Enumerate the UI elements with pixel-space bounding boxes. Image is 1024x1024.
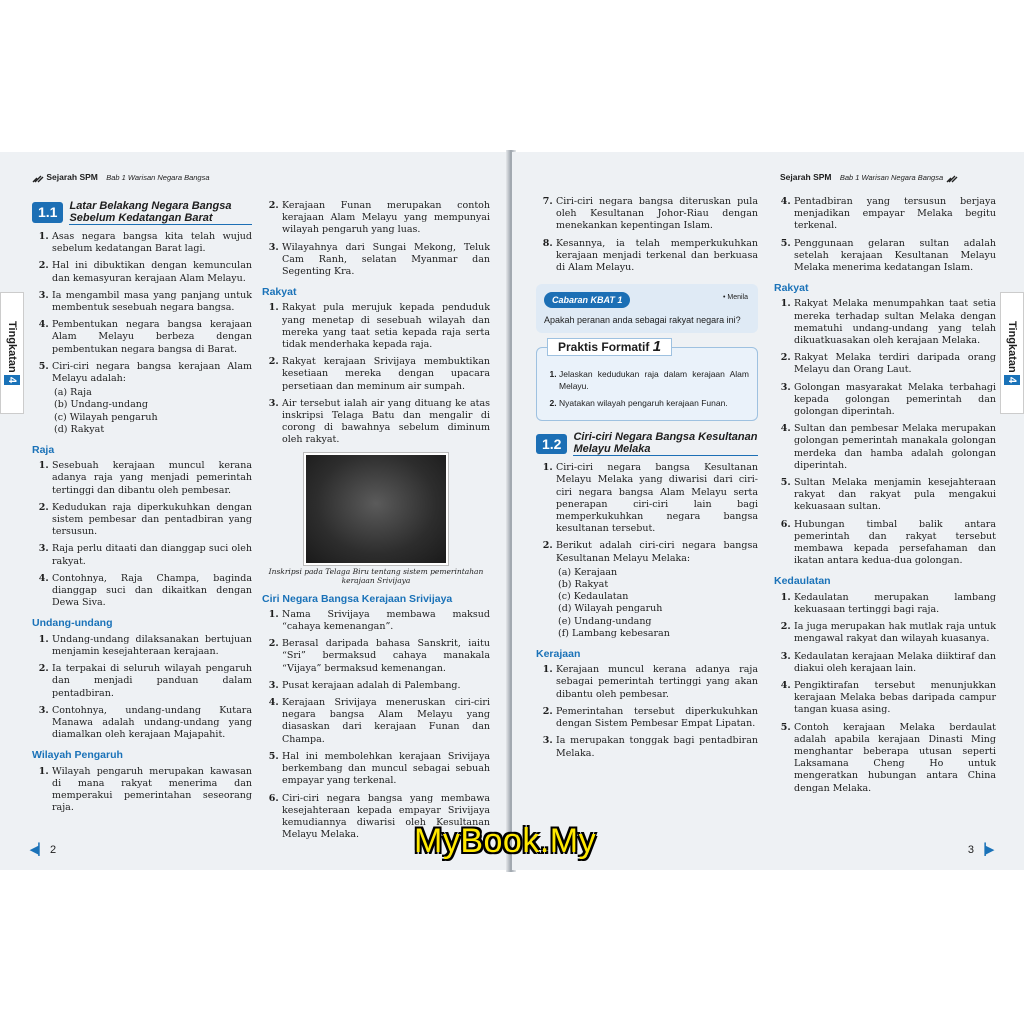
list-item: 6. Hubungan timbal balik antara pemerintah dan rakyat tersebut membawa kepada persefahaman dan ikatan antara kedua-dua golongan. <box>794 519 996 568</box>
section-number: 1.2 <box>536 434 567 454</box>
list-item: 2. Rakyat Melaka terdiri daripada orang Melayu dan Orang Laut. <box>794 352 996 376</box>
subheading-undang-undang: Undang-undang <box>32 617 113 630</box>
arrow-left-icon: ◀▏ <box>30 844 47 856</box>
left-page <box>0 152 510 870</box>
list-item: 1. Nama Srivijaya membawa maksud “cahaya kemenangan”. <box>282 609 490 633</box>
list-item: 3. Ia mengambil masa yang panjang untuk membentuk sesebuah negara bangsa. <box>52 290 252 314</box>
list-item: 1. Asas negara bangsa kita telah wujud sebelum kedatangan Barat lagi. <box>52 231 252 255</box>
list-item: 3. Air tersebut ialah air yang dituang ke atas inskripsi Telaga Batu dan mengalir di corong di bawahnya sebelum diminum oleh rakyat. <box>282 398 490 447</box>
list-item: 2. Ia terpakai di seluruh wilayah pengaruh dan menjadi panduan dalam pentadbiran. <box>52 663 252 700</box>
page-number-right <box>968 843 994 856</box>
section-title-1-2 <box>536 431 758 456</box>
sublist-item: (a) Raja <box>54 387 92 399</box>
sublist-item: (a) Kerajaan <box>558 566 618 578</box>
sublist-item: (f) Lambang kebesaran <box>558 627 670 639</box>
list-item: 1. Kedaulatan merupakan lambang kekuasaan tertinggi bagi raja. <box>794 592 996 616</box>
header-chapter: Bab 1 Warisan Negara Bangsa <box>839 173 944 182</box>
right-header <box>780 172 958 183</box>
list-item: 3. Contohnya, undang-undang Kutara Manawa adalah undang-undang yang diamalkan oleh kerajaan Majapahit. <box>52 705 252 742</box>
s2-sublist <box>556 567 758 640</box>
inscription-photo <box>304 453 448 565</box>
list-item: 3. Golongan masyarakat Melaka terbahagi kepada golongan pemerintah dan golongan diperintah. <box>794 382 996 419</box>
subheading-kerajaan: Kerajaan <box>536 648 581 661</box>
list-item: 2. Berasal daripada bahasa Sanskrit, iaitu “Sri” bermaksud cahaya manakala “Vijaya” bermaksud kemenangan. <box>282 638 490 675</box>
subheading-raja: Raja <box>32 444 55 457</box>
section-heading: Latar Belakang Negara Bangsa Sebelum Kedatangan Barat <box>69 200 252 225</box>
list-item: 2. Kerajaan Funan merupakan contoh kerajaan Alam Melayu yang mempunyai wilayah pengaruh yang luas. <box>282 200 490 237</box>
ciri-sublist <box>52 387 252 436</box>
praktis-list <box>545 368 749 410</box>
list-item: 4. Pembentukan negara bangsa kerajaan Alam Melayu berbeza dengan pembentukan negara bangsa di Barat. <box>52 319 252 356</box>
list-item: 3. Kedaulatan kerajaan Melaka diiktiraf dan diakui oleh kerajaan lain. <box>794 651 996 675</box>
praktis-number: 1 <box>652 337 662 355</box>
sublist-item: (d) Rakyat <box>54 423 105 435</box>
wilayah-list <box>32 766 252 815</box>
page-number-left <box>30 843 56 856</box>
list-item: 4. Contohnya, Raja Champa, baginda dianggap suci dan dikaitkan dengan Dewa Siva. <box>52 573 252 610</box>
subheading-srivijaya: Ciri Negara Bangsa Kerajaan Srivijaya <box>262 592 453 605</box>
header-brand: Sejarah SPM <box>780 172 832 182</box>
sublist-item: (e) Undang-undang <box>558 615 652 627</box>
header-brand: Sejarah SPM <box>46 172 98 182</box>
list-item: 6. Ciri-ciri negara bangsa yang membawa kesejahteraan kepada empayar Srivijaya kemudiannya diwarisi oleh Kesultanan Melayu Melaka. <box>282 793 490 842</box>
kedaulatan-list <box>774 592 996 795</box>
list-item: 2. Hal ini dibuktikan dengan kemunculan dan kemasyuran kerajaan Alam Melayu. <box>52 260 252 284</box>
sublist-item: (b) Rakyat <box>558 579 609 591</box>
s2-list <box>536 462 758 640</box>
list-item: 2. Rakyat kerajaan Srivijaya membuktikan kesetiaan mereka dengan upacara persetiaan dan meminum air sumpah. <box>282 356 490 393</box>
subheading-rakyat: Rakyat <box>262 286 297 299</box>
kerajaan-list <box>536 664 758 759</box>
side-tab-right <box>1000 292 1024 414</box>
rakyat-list <box>262 302 490 446</box>
list-item: 7. Ciri-ciri negara bangsa diteruskan pula oleh Kesultanan Johor-Riau dengan menekankan kepentingan Islam. <box>556 196 758 233</box>
book-logo-icon <box>946 173 958 183</box>
list-item: 1. Undang-undang dilaksanakan bertujuan menjamin kesejahteraan kerajaan. <box>52 634 252 658</box>
praktis-title <box>547 338 672 356</box>
list-item: 3. Raja perlu ditaati dan dianggap suci oleh rakyat. <box>52 543 252 567</box>
raja-list <box>32 460 252 609</box>
kbat-box <box>536 284 758 332</box>
section-number: 1.1 <box>32 202 63 222</box>
list-item: 1. Jelaskan kedudukan raja dalam kerajaan Alam Melayu. <box>559 368 749 392</box>
list-item: 1. Wilayah pengaruh merupakan kawasan di mana rakyat menerima dan memperakui pemerintahan seseorang raja. <box>52 766 252 815</box>
list-item-text: Berikut adalah ciri-ciri negara bangsa Kesultanan Melayu Melaka: <box>556 540 758 564</box>
list-item: 4. Kerajaan Srivijaya meneruskan ciri-ciri negara bangsa Alam Melayu yang diasaskan dari kerajaan Funan dan Champa. <box>282 697 490 746</box>
list-item: 4. Pentadbiran yang tersusun berjaya menjadikan empayar Melaka begitu terkenal. <box>794 196 996 233</box>
left-header <box>32 172 210 183</box>
list-item: 2. Pemerintahan tersebut diperkukuhkan dengan Sistem Pembesar Empat Lipatan. <box>556 706 758 730</box>
continued-list <box>536 196 758 274</box>
list-item: 5. Penggunaan gelaran sultan adalah setelah kerajaan Kesultanan Melayu Melaka menerima kedatangan Islam. <box>794 238 996 275</box>
subheading-kedaulatan: Kedaulatan <box>774 575 831 588</box>
kbat-question: Apakah peranan anda sebagai rakyat negara ini? <box>544 315 741 326</box>
undang-list <box>32 634 252 742</box>
list-item: 8. Kesannya, ia telah memperkukuhkan kerajaan menjadi terkenal dan berkuasa di Alam Melayu. <box>556 238 758 275</box>
book-logo-icon <box>32 173 44 183</box>
list-item: 3. Wilayahnya dari Sungai Mekong, Teluk Cam Ranh, selatan Myanmar dan Segenting Kra. <box>282 242 490 279</box>
list-item: 1. Rakyat Melaka menumpahkan taat setia mereka terhadap sultan Melaka dengan mematuhi undang-undang yang telah dikuatkuasakan oleh kerajaan Melaka. <box>794 298 996 347</box>
list-item: 2. Ia juga merupakan hak mutlak raja untuk mengawal rakyat dan wilayah kuasanya. <box>794 621 996 645</box>
sublist-item: (b) Undang-undang <box>54 399 148 411</box>
list-item: 1. Ciri-ciri negara bangsa Kesultanan Melayu Melaka yang diwarisi dari ciri-ciri negara bangsa Alam Melayu serta penerapan ciri-ciri lain bagi memperkukuhkan negara bangsa kesultanan tersebut. <box>556 462 758 535</box>
side-tab-number: 4 <box>1006 377 1018 384</box>
page-number: 2 <box>49 844 57 856</box>
list-item <box>556 540 758 640</box>
kerajaan-list-continued <box>774 196 996 274</box>
intro-list <box>32 231 252 436</box>
list-item: 4. Sultan dan pembesar Melaka merupakan golongan pemerintah manakala golongan merdeka dan hamba adalah golongan diperintah. <box>794 423 996 472</box>
photo-caption: Inskripsi pada Telaga Biru tentang sistem pemerintahan kerajaan Srivijaya <box>268 566 484 585</box>
list-item: 5. Contoh kerajaan Melaka berdaulat adalah apabila kerajaan Dinasti Ming menghantar beberapa utusan seperti Laksamana Cheng Ho untuk mengeratkan hubungan antara China dengan Melaka. <box>794 722 996 795</box>
list-item: 4. Pengiktirafan tersebut menunjukkan kerajaan Melaka bebas daripada campur tangan kuasa asing. <box>794 680 996 717</box>
kbat-title: Cabaran KBAT 1 <box>544 292 630 308</box>
section-heading: Ciri-ciri Negara Bangsa Kesultanan Melayu Melaka <box>573 431 758 456</box>
arrow-right-icon: ▕▶ <box>977 844 994 856</box>
page-number: 3 <box>967 844 975 856</box>
sublist-item: (c) Wilayah pengaruh <box>54 411 158 423</box>
srivijaya-list <box>262 609 490 841</box>
right-page <box>512 152 1024 870</box>
side-tab-left <box>0 292 24 414</box>
list-item: 3. Ia merupakan tonggak bagi pentadbiran Melaka. <box>556 735 758 759</box>
list-item: 1. Kerajaan muncul kerana adanya raja sebagai pemerintah tertinggi yang akan dibantu oleh pembesar. <box>556 664 758 701</box>
right-column-2 <box>774 196 996 800</box>
side-tab-number: 4 <box>6 377 18 384</box>
subheading-wilayah-pengaruh: Wilayah Pengaruh <box>32 749 123 762</box>
watermark-text: MyBook.My <box>414 822 597 860</box>
section-title-1-1 <box>32 200 252 225</box>
list-item: 3. Pusat kerajaan adalah di Palembang. <box>282 680 490 692</box>
sublist-item: (c) Kedaulatan <box>558 591 629 603</box>
side-tab-label: Tingkatan <box>1006 320 1018 373</box>
wilayah-list-continued <box>262 200 490 278</box>
list-item: 2. Nyatakan wilayah pengaruh kerajaan Funan. <box>559 397 749 409</box>
header-chapter: Bab 1 Warisan Negara Bangsa <box>106 173 210 182</box>
left-column-1 <box>32 200 252 819</box>
praktis-formatif-box <box>536 337 758 422</box>
list-item-text: Ciri-ciri negara bangsa kerajaan Alam Melayu adalah: <box>52 360 252 385</box>
list-item: 1. Sesebuah kerajaan muncul kerana adanya raja yang menjadi pemerintah tertinggi dan dibantu oleh pembesar. <box>52 460 252 497</box>
list-item <box>52 361 252 436</box>
praktis-title-text: Praktis Formatif <box>558 339 650 354</box>
side-tab-label: Tingkatan <box>6 320 18 373</box>
left-column-2 <box>262 200 490 846</box>
sublist-item: (d) Wilayah pengaruh <box>558 603 663 615</box>
list-item: 1. Rakyat pula merujuk kepada penduduk yang menetap di sesebuah wilayah dan mereka yang taat setia kepada raja serta tidak menderhaka kepada raja. <box>282 302 490 351</box>
list-item: 5. Sultan Melaka menjamin kesejahteraan rakyat dan rakyat pula mengakui kekuasaan sultan. <box>794 477 996 514</box>
rakyat-list <box>774 298 996 567</box>
list-item: 2. Kedudukan raja diperkukuhkan dengan sistem pembesar dan pentadbiran yang tersusun. <box>52 502 252 539</box>
list-item: 5. Hal ini membolehkan kerajaan Srivijaya berkembang dan muncul sebagai sebuah empayar yang terkenal. <box>282 751 490 788</box>
right-column-1 <box>536 196 758 765</box>
subheading-rakyat: Rakyat <box>774 282 809 295</box>
kbat-tag: • Menila <box>722 294 748 302</box>
